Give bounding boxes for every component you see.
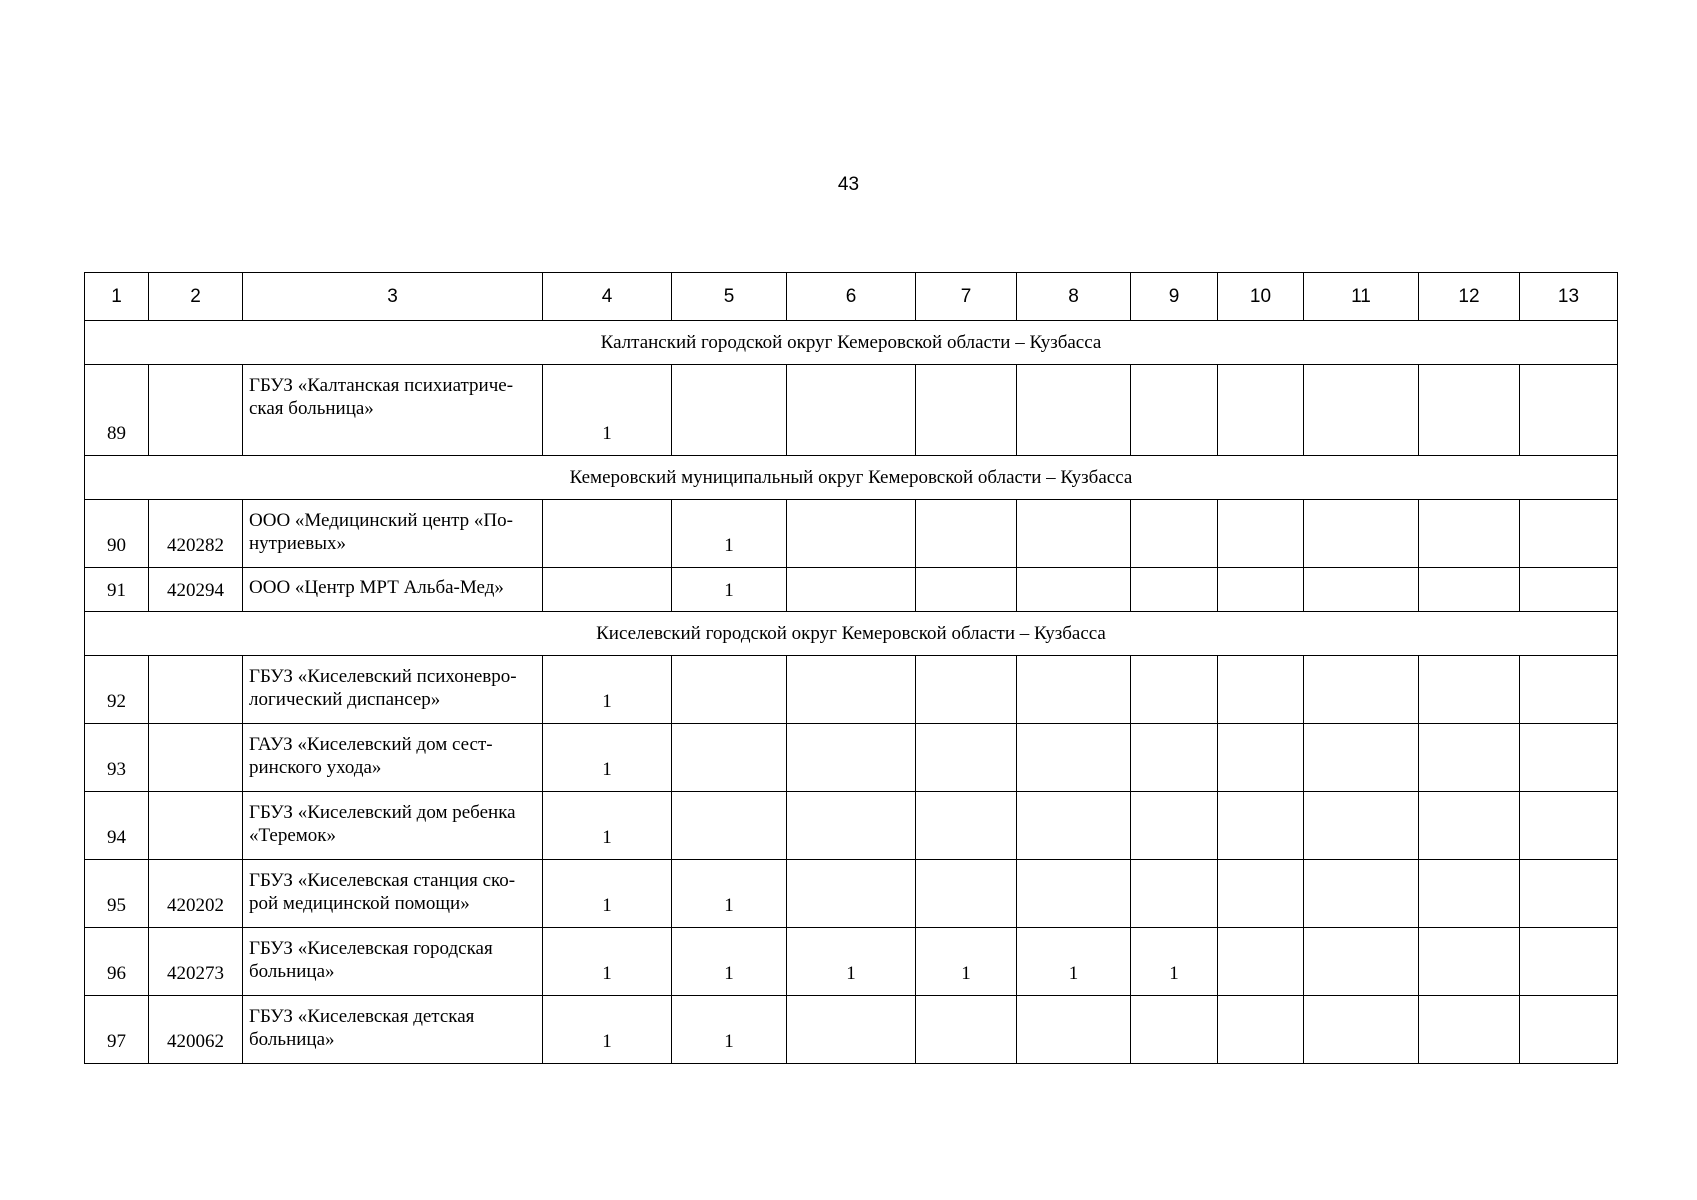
value-cell: 1 — [787, 928, 916, 996]
value-cell — [1419, 656, 1520, 724]
value-cell — [1218, 996, 1304, 1064]
value-cell — [1131, 656, 1218, 724]
organization-name — [243, 724, 543, 792]
organization-name-line: ООО «Медицинский центр «По- — [249, 510, 513, 531]
section-title: Калтанский городской округ Кемеровской области – Кузбасса — [85, 321, 1618, 365]
section-row — [85, 456, 1618, 500]
value-cell: 1 — [916, 928, 1017, 996]
value-cell: 1 — [672, 568, 787, 612]
value-cell — [1520, 500, 1618, 568]
value-cell — [1304, 724, 1419, 792]
row-code: 420282 — [149, 500, 243, 568]
organization-name — [243, 928, 543, 996]
organization-name-line: ГБУЗ «Киселевская станция ско- — [249, 870, 516, 891]
organization-name-line: больница» — [249, 1029, 335, 1050]
table-row — [85, 724, 1618, 792]
value-cell — [1304, 568, 1419, 612]
value-cell — [1131, 792, 1218, 860]
organization-name-line: логический диспансер» — [249, 689, 441, 710]
value-cell — [1419, 928, 1520, 996]
value-cell — [1131, 860, 1218, 928]
value-cell: 1 — [543, 656, 672, 724]
column-header: 4 — [543, 273, 672, 321]
section-row — [85, 612, 1618, 656]
organization-name-line: ГАУЗ «Киселевский дом сест- — [249, 734, 493, 755]
value-cell — [1131, 365, 1218, 456]
value-cell — [1304, 500, 1419, 568]
value-cell — [1131, 568, 1218, 612]
header-row — [85, 273, 1618, 321]
value-cell — [1520, 928, 1618, 996]
value-cell — [1304, 656, 1419, 724]
value-cell — [1304, 928, 1419, 996]
value-cell — [1419, 724, 1520, 792]
row-code — [149, 656, 243, 724]
value-cell: 1 — [1131, 928, 1218, 996]
page-number: 43 — [837, 174, 860, 195]
value-cell: 1 — [543, 860, 672, 928]
value-cell — [787, 656, 916, 724]
value-cell — [543, 500, 672, 568]
organization-name-line: ГБУЗ «Киселевский психоневро- — [249, 666, 517, 687]
value-cell — [1218, 568, 1304, 612]
value-cell — [916, 792, 1017, 860]
organization-name-line: нутриевых» — [249, 533, 347, 554]
value-cell — [1131, 996, 1218, 1064]
organization-name-line: «Теремок» — [249, 825, 337, 846]
organization-name-line: ГБУЗ «Киселевская детская — [249, 1006, 475, 1027]
value-cell — [916, 365, 1017, 456]
organization-name-line: рой медицинской помощи» — [249, 893, 470, 914]
organization-name — [243, 656, 543, 724]
row-code: 420062 — [149, 996, 243, 1064]
value-cell — [1218, 656, 1304, 724]
value-cell — [1017, 996, 1131, 1064]
table-body — [85, 321, 1618, 1064]
row-number: 94 — [85, 792, 149, 860]
row-code: 420202 — [149, 860, 243, 928]
column-header: 6 — [787, 273, 916, 321]
value-cell — [1419, 500, 1520, 568]
column-header: 10 — [1218, 273, 1304, 321]
row-number: 91 — [85, 568, 149, 612]
value-cell: 1 — [672, 996, 787, 1064]
value-cell — [1520, 996, 1618, 1064]
value-cell — [787, 500, 916, 568]
value-cell — [672, 792, 787, 860]
value-cell — [1304, 792, 1419, 860]
column-header: 7 — [916, 273, 1017, 321]
value-cell — [787, 365, 916, 456]
value-cell: 1 — [543, 365, 672, 456]
value-cell: 1 — [543, 792, 672, 860]
row-number: 97 — [85, 996, 149, 1064]
value-cell — [916, 656, 1017, 724]
value-cell — [1419, 996, 1520, 1064]
value-cell — [787, 724, 916, 792]
value-cell: 1 — [1017, 928, 1131, 996]
table-row — [85, 365, 1618, 456]
table-header — [85, 273, 1618, 321]
value-cell — [1017, 724, 1131, 792]
value-cell — [1419, 860, 1520, 928]
value-cell — [1218, 724, 1304, 792]
row-number: 93 — [85, 724, 149, 792]
value-cell — [1419, 568, 1520, 612]
value-cell — [787, 792, 916, 860]
value-cell — [1218, 365, 1304, 456]
value-cell — [672, 365, 787, 456]
value-cell — [1017, 568, 1131, 612]
table-row — [85, 656, 1618, 724]
value-cell: 1 — [672, 928, 787, 996]
value-cell: 1 — [543, 996, 672, 1064]
organization-name — [243, 996, 543, 1064]
value-cell — [916, 568, 1017, 612]
value-cell — [916, 500, 1017, 568]
organization-name-line: больница» — [249, 961, 335, 982]
value-cell — [1419, 792, 1520, 860]
value-cell — [1520, 568, 1618, 612]
row-code: 420294 — [149, 568, 243, 612]
table-row — [85, 996, 1618, 1064]
organization-name-line: ГБУЗ «Калтанская психиатриче- — [249, 375, 514, 396]
organization-name-line: ринского ухода» — [249, 757, 382, 778]
organization-name — [243, 860, 543, 928]
row-number: 90 — [85, 500, 149, 568]
value-cell — [1017, 860, 1131, 928]
value-cell — [1017, 656, 1131, 724]
value-cell: 1 — [672, 500, 787, 568]
value-cell — [1218, 792, 1304, 860]
value-cell — [543, 568, 672, 612]
value-cell — [787, 860, 916, 928]
column-header: 11 — [1304, 273, 1419, 321]
value-cell — [1017, 365, 1131, 456]
column-header: 1 — [85, 273, 149, 321]
value-cell — [672, 724, 787, 792]
value-cell: 1 — [543, 724, 672, 792]
value-cell — [916, 724, 1017, 792]
value-cell: 1 — [543, 928, 672, 996]
value-cell — [1520, 365, 1618, 456]
row-code — [149, 792, 243, 860]
column-header: 3 — [243, 273, 543, 321]
organization-name — [243, 365, 543, 456]
value-cell — [1017, 500, 1131, 568]
section-title: Киселевский городской округ Кемеровской области – Кузбасса — [85, 612, 1618, 656]
table-row — [85, 860, 1618, 928]
column-header: 5 — [672, 273, 787, 321]
value-cell — [916, 860, 1017, 928]
value-cell — [1520, 860, 1618, 928]
table-row — [85, 928, 1618, 996]
table-row — [85, 568, 1618, 612]
value-cell — [1304, 860, 1419, 928]
value-cell — [1419, 365, 1520, 456]
value-cell — [1304, 996, 1419, 1064]
organization-name-line: ГБУЗ «Киселевская городская — [249, 938, 493, 959]
row-code: 420273 — [149, 928, 243, 996]
section-title: Кемеровский муниципальный округ Кемеровской области – Кузбасса — [85, 456, 1618, 500]
value-cell — [1017, 792, 1131, 860]
value-cell — [1131, 500, 1218, 568]
organization-name — [243, 792, 543, 860]
organization-name-line: ГБУЗ «Киселевский дом ребенка — [249, 802, 516, 823]
column-header: 8 — [1017, 273, 1131, 321]
organization-name-line: ская больница» — [249, 398, 374, 419]
table-row — [85, 500, 1618, 568]
facilities-table — [84, 272, 1618, 1064]
value-cell — [1218, 500, 1304, 568]
section-row — [85, 321, 1618, 365]
value-cell — [1520, 724, 1618, 792]
organization-name-line: ООО «Центр МРТ Альба-Мед» — [249, 577, 504, 598]
value-cell — [787, 568, 916, 612]
value-cell — [787, 996, 916, 1064]
row-number: 92 — [85, 656, 149, 724]
row-code — [149, 365, 243, 456]
organization-name — [243, 568, 543, 612]
column-header: 13 — [1520, 273, 1618, 321]
row-code — [149, 724, 243, 792]
row-number: 95 — [85, 860, 149, 928]
value-cell — [1520, 656, 1618, 724]
value-cell — [1218, 860, 1304, 928]
row-number: 89 — [85, 365, 149, 456]
value-cell — [916, 996, 1017, 1064]
column-header: 12 — [1419, 273, 1520, 321]
value-cell: 1 — [672, 860, 787, 928]
value-cell — [1131, 724, 1218, 792]
value-cell — [1520, 792, 1618, 860]
column-header: 9 — [1131, 273, 1218, 321]
table-row — [85, 792, 1618, 860]
organization-name — [243, 500, 543, 568]
value-cell — [1304, 365, 1419, 456]
column-header: 2 — [149, 273, 243, 321]
value-cell — [1218, 928, 1304, 996]
row-number: 96 — [85, 928, 149, 996]
value-cell — [672, 656, 787, 724]
